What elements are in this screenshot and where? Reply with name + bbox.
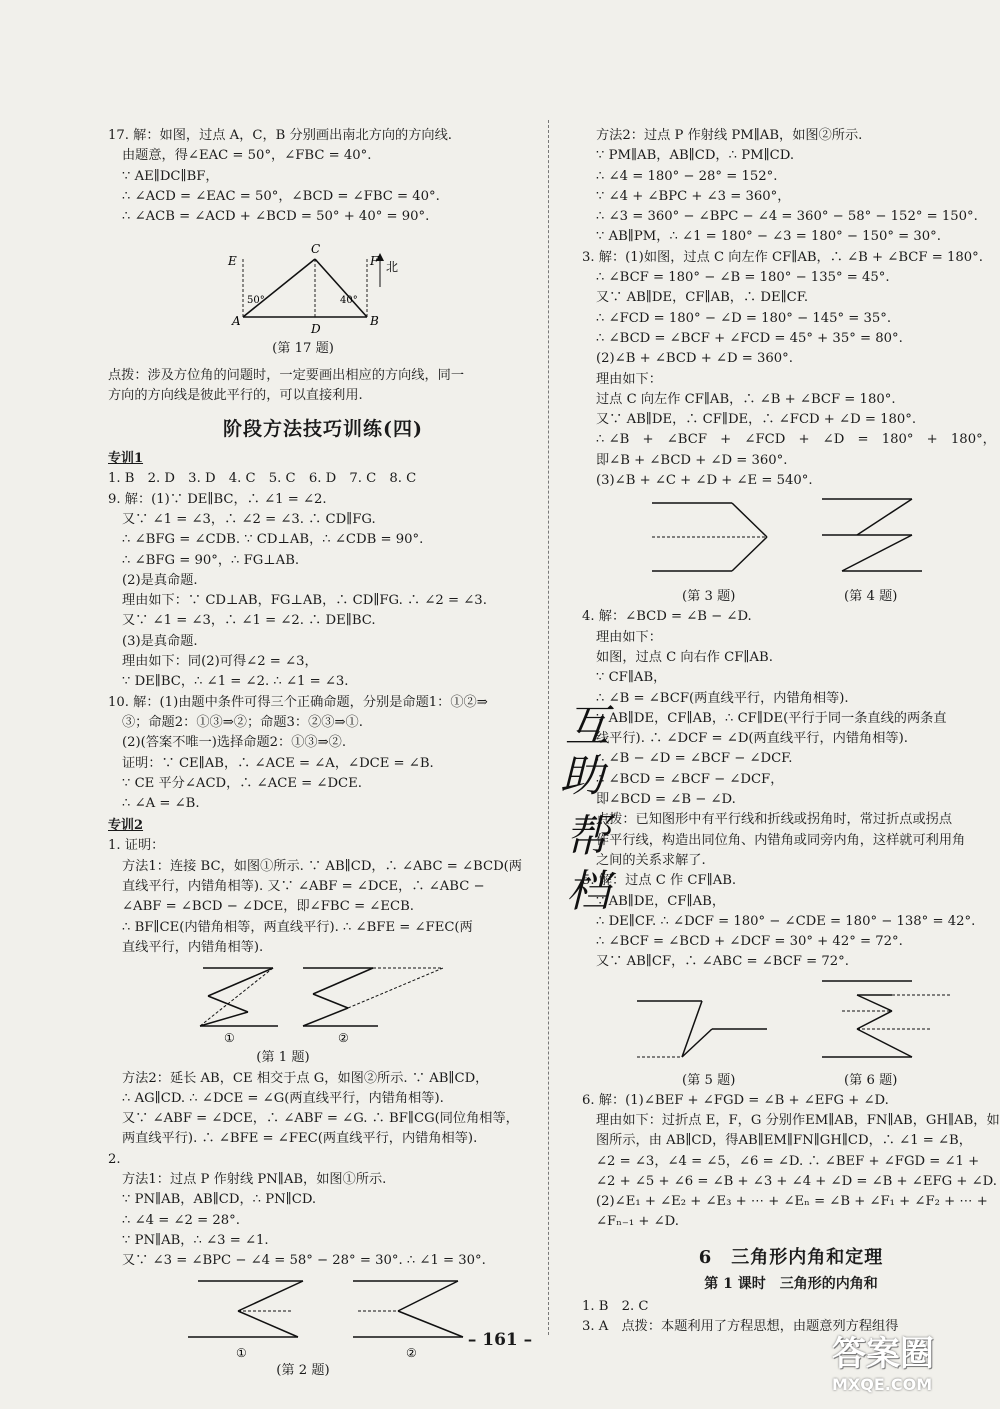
answer-line: 3. A 点拨：本题利用了方程思想，由题意列方程组得 — [582, 1319, 899, 1335]
zx1-line: (2)(答案不唯一)选择命题2：①③⇒②. — [122, 735, 347, 751]
right-line: 即∠BCD = ∠B − ∠D. — [596, 792, 736, 808]
q17-line: ∴ ∠ACB = ∠ACD + ∠BCD = 50° + 40° = 90°. — [122, 209, 430, 225]
fig17-angle-50: 50° — [247, 295, 265, 307]
handwriting-char: 档 — [566, 866, 610, 917]
zx1-line: ∵ DE∥BC，∴ ∠1 = ∠2. ∴ ∠1 = ∠3. — [122, 674, 349, 690]
zx1-line: 又∵ ∠1 = ∠3，∴ ∠1 = ∠2. ∴ DE∥BC. — [122, 613, 376, 629]
fig2-caption: (第 2 题) — [276, 1363, 330, 1379]
right-block-c — [582, 1091, 1000, 1233]
m2-line: ∵ PN∥AB，∴ ∠3 = ∠1. — [122, 1232, 269, 1248]
fig1-sub-1: ① — [224, 1031, 235, 1046]
right-line: ∴ DE∥CF. ∴ ∠DCF = 180° − ∠CDE = 180° − 138° = 42°. — [596, 913, 976, 929]
right-line: ∵ ∠4 + ∠BPC + ∠3 = 360°， — [596, 188, 791, 204]
zx1-line: (3)是真命题. — [122, 633, 198, 649]
right-line: 又∵ AB∥CF，∴ ∠ABC = ∠BCF = 72°. — [596, 954, 849, 970]
m2-line: ∵ PN∥AB，AB∥CD，∴ PN∥CD. — [122, 1192, 317, 1208]
fig17-label-d: D — [311, 322, 321, 337]
m2-line: ∴ ∠4 = ∠2 = 28°. — [122, 1212, 240, 1228]
zx1-line: 理由如下：同(2)可得∠2 = ∠3， — [122, 654, 318, 670]
fig56-captions — [582, 1071, 1000, 1091]
fig17-angle-40: 40° — [340, 295, 358, 307]
right-line: 点拨：已知图形中有平行线和折线或拐角时，常过折点或拐点 — [596, 812, 953, 828]
m2-line: 又∵ ∠ABF = ∠DCE，∴ ∠ABF = ∠G. ∴ BF∥CG(同位角相等， — [122, 1111, 519, 1127]
zx2-line: 直线平行，内错角相等). 又∵ ∠ABF = ∠DCE，∴ ∠ABC − — [122, 879, 485, 895]
watermark-url: MXQE.COM — [832, 1375, 933, 1394]
zx2-line: 1. 证明： — [108, 838, 165, 854]
tip17-line: 点拨：涉及方位角的问题时，一定要画出相应的方向线，同一 — [108, 367, 465, 383]
right-line: (2)∠B + ∠BCD + ∠D = 360°. — [596, 351, 793, 367]
fig34-captions — [582, 587, 1000, 607]
answer-line: 1. B 2. C — [582, 1298, 649, 1314]
m2-block — [108, 1069, 538, 1272]
handwriting-char: 互 — [565, 701, 609, 752]
tip17-line: 方向的方向线是彼此平行的，可以直接利用. — [108, 388, 363, 404]
right-line: ∴ ∠B = ∠BCF(两直线平行，内错角相等). — [596, 690, 849, 706]
fig17-label-a: A — [232, 314, 241, 329]
right-line: 5. 解：过点 C 作 CF∥AB. — [582, 873, 737, 889]
fig4-caption: (第 4 题) — [844, 589, 898, 605]
zx1-line: ③；命题2：①③⇒②；命题3：②③⇒①. — [122, 714, 363, 730]
figure-3-4 — [582, 493, 1000, 585]
zx2-line: ∴ BF∥CE(内错角相等，两直线平行). ∴ ∠BFE = ∠FEC(两 — [122, 919, 473, 935]
right-line: 方法2：过点 P 作射线 PM∥AB，如图②所示. — [596, 128, 863, 143]
right-line: ∵ AB∥PM，∴ ∠1 = 180° − ∠3 = 180° − 150° = 30°. — [596, 229, 941, 245]
right-line: ∴ ∠B − ∠D = ∠BCF − ∠DCF. — [596, 751, 793, 767]
right-line: ∴ ∠FCD = 180° − ∠D = 180° − 145° = 35°. — [596, 310, 892, 326]
figure-17 — [108, 229, 538, 337]
fig5-caption: (第 5 题) — [682, 1072, 736, 1088]
fig17-label-b: B — [370, 314, 379, 329]
zx2-line: 直线平行，内错角相等). — [122, 939, 264, 955]
chapter-title: 6 三角形内角和定理 — [698, 1246, 884, 1268]
figure-5-6 — [582, 975, 1000, 1069]
zx1-line: ∴ ∠BFG = 90°，∴ FG⊥AB. — [122, 552, 300, 568]
zx1-line: 9. 解：(1)∵ DE∥BC，∴ ∠1 = ∠2. — [108, 491, 327, 507]
right-line: 4. 解：∠BCD = ∠B − ∠D. — [582, 609, 752, 625]
fig17-north: 北 — [386, 260, 399, 275]
left-column — [108, 126, 538, 1382]
fig17-caption: (第 17 题) — [272, 341, 334, 357]
q17-line: ∵ AE∥DC∥BF， — [122, 168, 219, 184]
right-line: ∵ PM∥AB，AB∥CD，∴ PM∥CD. — [596, 148, 795, 164]
fig1-sub-2: ② — [338, 1031, 349, 1046]
m2-line: 2. — [108, 1151, 121, 1167]
watermark — [832, 1326, 972, 1406]
right-line: ∴ ∠BCF = 180° − ∠B = 180° − 135° = 45°. — [596, 270, 890, 286]
zx1-line: 1. B 2. D 3. D 4. C 5. C 6. D 7. C 8. C — [108, 471, 417, 487]
right-line: 过点 C 向左作 CF∥AB，∴ ∠B + ∠BCF = 180°. — [596, 391, 896, 407]
right-line: 3. 解：(1)如图，过点 C 向左作 CF∥AB，∴ ∠B + ∠BCF = 180°. — [582, 249, 983, 265]
fig2-sub-1: ① — [236, 1346, 247, 1360]
right-line: 6. 解：(1)∠BEF + ∠FGD = ∠B + ∠EFG + ∠D. — [582, 1092, 889, 1108]
zhuanxun-2-label: 专训2 — [108, 818, 144, 834]
right-line: ∴ ∠BCD = ∠BCF − ∠DCF， — [596, 771, 784, 787]
fig2-sub-2: ② — [406, 1346, 417, 1360]
right-line: ∴ ∠BCF = ∠BCD + ∠DCF = 30° + 42° = 72°. — [596, 934, 903, 950]
right-line: 理由如下：过折点 E，F，G 分别作EM∥AB，FN∥AB，GH∥AB，如 — [596, 1112, 1000, 1128]
m2-line: ∴ AG∥CD. ∴ ∠DCE = ∠G(两直线平行，内错角相等). — [122, 1090, 444, 1106]
zhuanxun-1-label: 专训1 — [108, 451, 144, 467]
zx1-line: ∵ CE 平分∠ACD，∴ ∠ACE = ∠DCE. — [122, 775, 362, 791]
right-line: 图所示，由 AB∥CD，得AB∥EM∥FN∥GH∥CD，∴ ∠1 = ∠B， — [596, 1133, 972, 1149]
zx1-line: 理由如下：∵ CD⊥AB，FG⊥AB，∴ CD∥FG. ∴ ∠2 = ∠3. — [122, 593, 487, 609]
zx2-line: ∠ABF = ∠BCD − ∠DCE，即∠FBC = ∠ECB. — [122, 899, 414, 915]
q17-line: 17. 解：如图，过点 A，C，B 分别画出南北方向的方向线. — [108, 128, 452, 143]
zx1-line: ∴ ∠A = ∠B. — [122, 796, 200, 812]
right-line: ∠2 = ∠3，∠4 = ∠5，∠6 = ∠D. ∴ ∠BEF + ∠FGD = ∠1 + — [596, 1153, 980, 1169]
fig17-label-f: F — [370, 254, 379, 269]
right-line: ∵ AB∥DE，CF∥AB，∴ CF∥DE(平行于同一条直线的两条直 — [596, 710, 947, 726]
right-line: 理由如下： — [596, 371, 662, 387]
right-block-a — [582, 126, 1000, 491]
figure-1 — [108, 960, 538, 1046]
right-line: 又∵ AB∥DE，∴ CF∥DE，∴ ∠FCD + ∠D = 180°. — [596, 412, 917, 428]
lesson-title: 第 1 课时 三角形的内角和 — [704, 1275, 878, 1292]
right-line: ∴ ∠BCD = ∠BCF + ∠FCD = 45° + 35° = 80°. — [596, 330, 903, 346]
m2-line: 方法2：延长 AB，CE 相交于点 G，如图②所示. ∵ AB∥CD， — [122, 1070, 489, 1086]
zx1-block — [108, 469, 538, 814]
right-line: ∠2 + ∠5 + ∠6 = ∠B + ∠3 + ∠4 + ∠D = ∠B + ∠EFG + ∠D. — [596, 1173, 997, 1189]
zx2-block — [108, 836, 538, 958]
right-line: (3)∠B + ∠C + ∠D + ∠E = 540°. — [596, 473, 813, 489]
zx1-line: 10. 解：(1)由题中条件可得三个正确命题，分别是命题1：①②⇒ — [108, 694, 488, 710]
fig6-caption: (第 6 题) — [844, 1072, 898, 1088]
q17-block — [108, 126, 538, 227]
right-line: (2)∠E₁ + ∠E₂ + ∠E₃ + ⋯ + ∠Eₙ = ∠B + ∠F₁ + ∠F₂ + ⋯ + — [596, 1194, 988, 1210]
right-column — [582, 126, 1000, 1337]
right-line: 如图，过点 C 向右作 CF∥AB. — [596, 649, 773, 665]
right-block-b — [582, 607, 1000, 972]
q17-line: 由题意，得∠EAC = 50°，∠FBC = 40°. — [122, 148, 372, 164]
fig17-label-e: E — [228, 254, 237, 269]
page-number: – 161 – — [467, 1330, 533, 1350]
zx1-line: 证明：∵ CE∥AB，∴ ∠ACE = ∠A，∠DCE = ∠B. — [122, 755, 434, 771]
zx1-line: (2)是真命题. — [122, 572, 198, 588]
handwriting-char: 帮 — [565, 811, 609, 862]
fig17-label-c: C — [311, 242, 321, 257]
right-line: ∴ ∠3 = 360° − ∠BPC − ∠4 = 360° − 58° − 152° = 150°. — [596, 209, 978, 225]
zx1-line: ∴ ∠BFG = ∠CDB. ∵ CD⊥AB，∴ ∠CDB = 90°. — [122, 532, 424, 548]
right-line: 又∵ AB∥DE，CF∥AB，∴ DE∥CF. — [596, 290, 809, 306]
right-line: 作平行线，构造出同位角、内错角或同旁内角，这样就可利用角 — [596, 832, 966, 848]
fig1-caption: (第 1 题) — [256, 1050, 310, 1066]
column-divider — [548, 120, 549, 1335]
m2-line: 又∵ ∠3 = ∠BPC − ∠4 = 58° − 28° = 30°. ∴ ∠1 = 30°. — [122, 1253, 486, 1269]
q17-line: ∴ ∠ACD = ∠EAC = 50°，∠BCD = ∠FBC = 40°. — [122, 188, 440, 204]
right-line: 线平行). ∴ ∠DCF = ∠D(两直线平行，内错角相等). — [596, 731, 908, 747]
right-line: ∵ CF∥AB， — [596, 670, 667, 686]
watermark-logo-text: 答案圈 — [832, 1334, 934, 1374]
right-line: 即∠B + ∠BCD + ∠D = 360°. — [596, 452, 788, 468]
handwriting-char: 助 — [560, 751, 604, 802]
section-title: 阶段方法技巧训练(四) — [223, 418, 423, 441]
zx2-line: 方法1：连接 BC，如图①所示. ∵ AB∥CD，∴ ∠ABC = ∠BCD(两 — [122, 858, 522, 874]
right-line: ∵ AB∥DE，CF∥AB， — [596, 893, 726, 909]
zx1-line: 又∵ ∠1 = ∠3，∴ ∠2 = ∠3. ∴ CD∥FG. — [122, 511, 376, 527]
m2-line: 两直线平行). ∴ ∠BFE = ∠FEC(两直线平行，内错角相等). — [122, 1131, 478, 1147]
right-line: 理由如下： — [596, 629, 662, 645]
fig3-caption: (第 3 题) — [682, 589, 736, 605]
m2-line: 方法1：过点 P 作射线 PN∥AB，如图①所示. — [122, 1171, 387, 1187]
right-line: ∴ ∠4 = 180° − 28° = 152°. — [596, 168, 778, 184]
right-line: ∴ ∠B + ∠BCF + ∠FCD + ∠D = 180° + 180°， — [596, 432, 996, 448]
right-line: 之间的关系求解了. — [596, 852, 706, 868]
right-line: ∠Fₙ₋₁ + ∠D. — [596, 1214, 679, 1230]
